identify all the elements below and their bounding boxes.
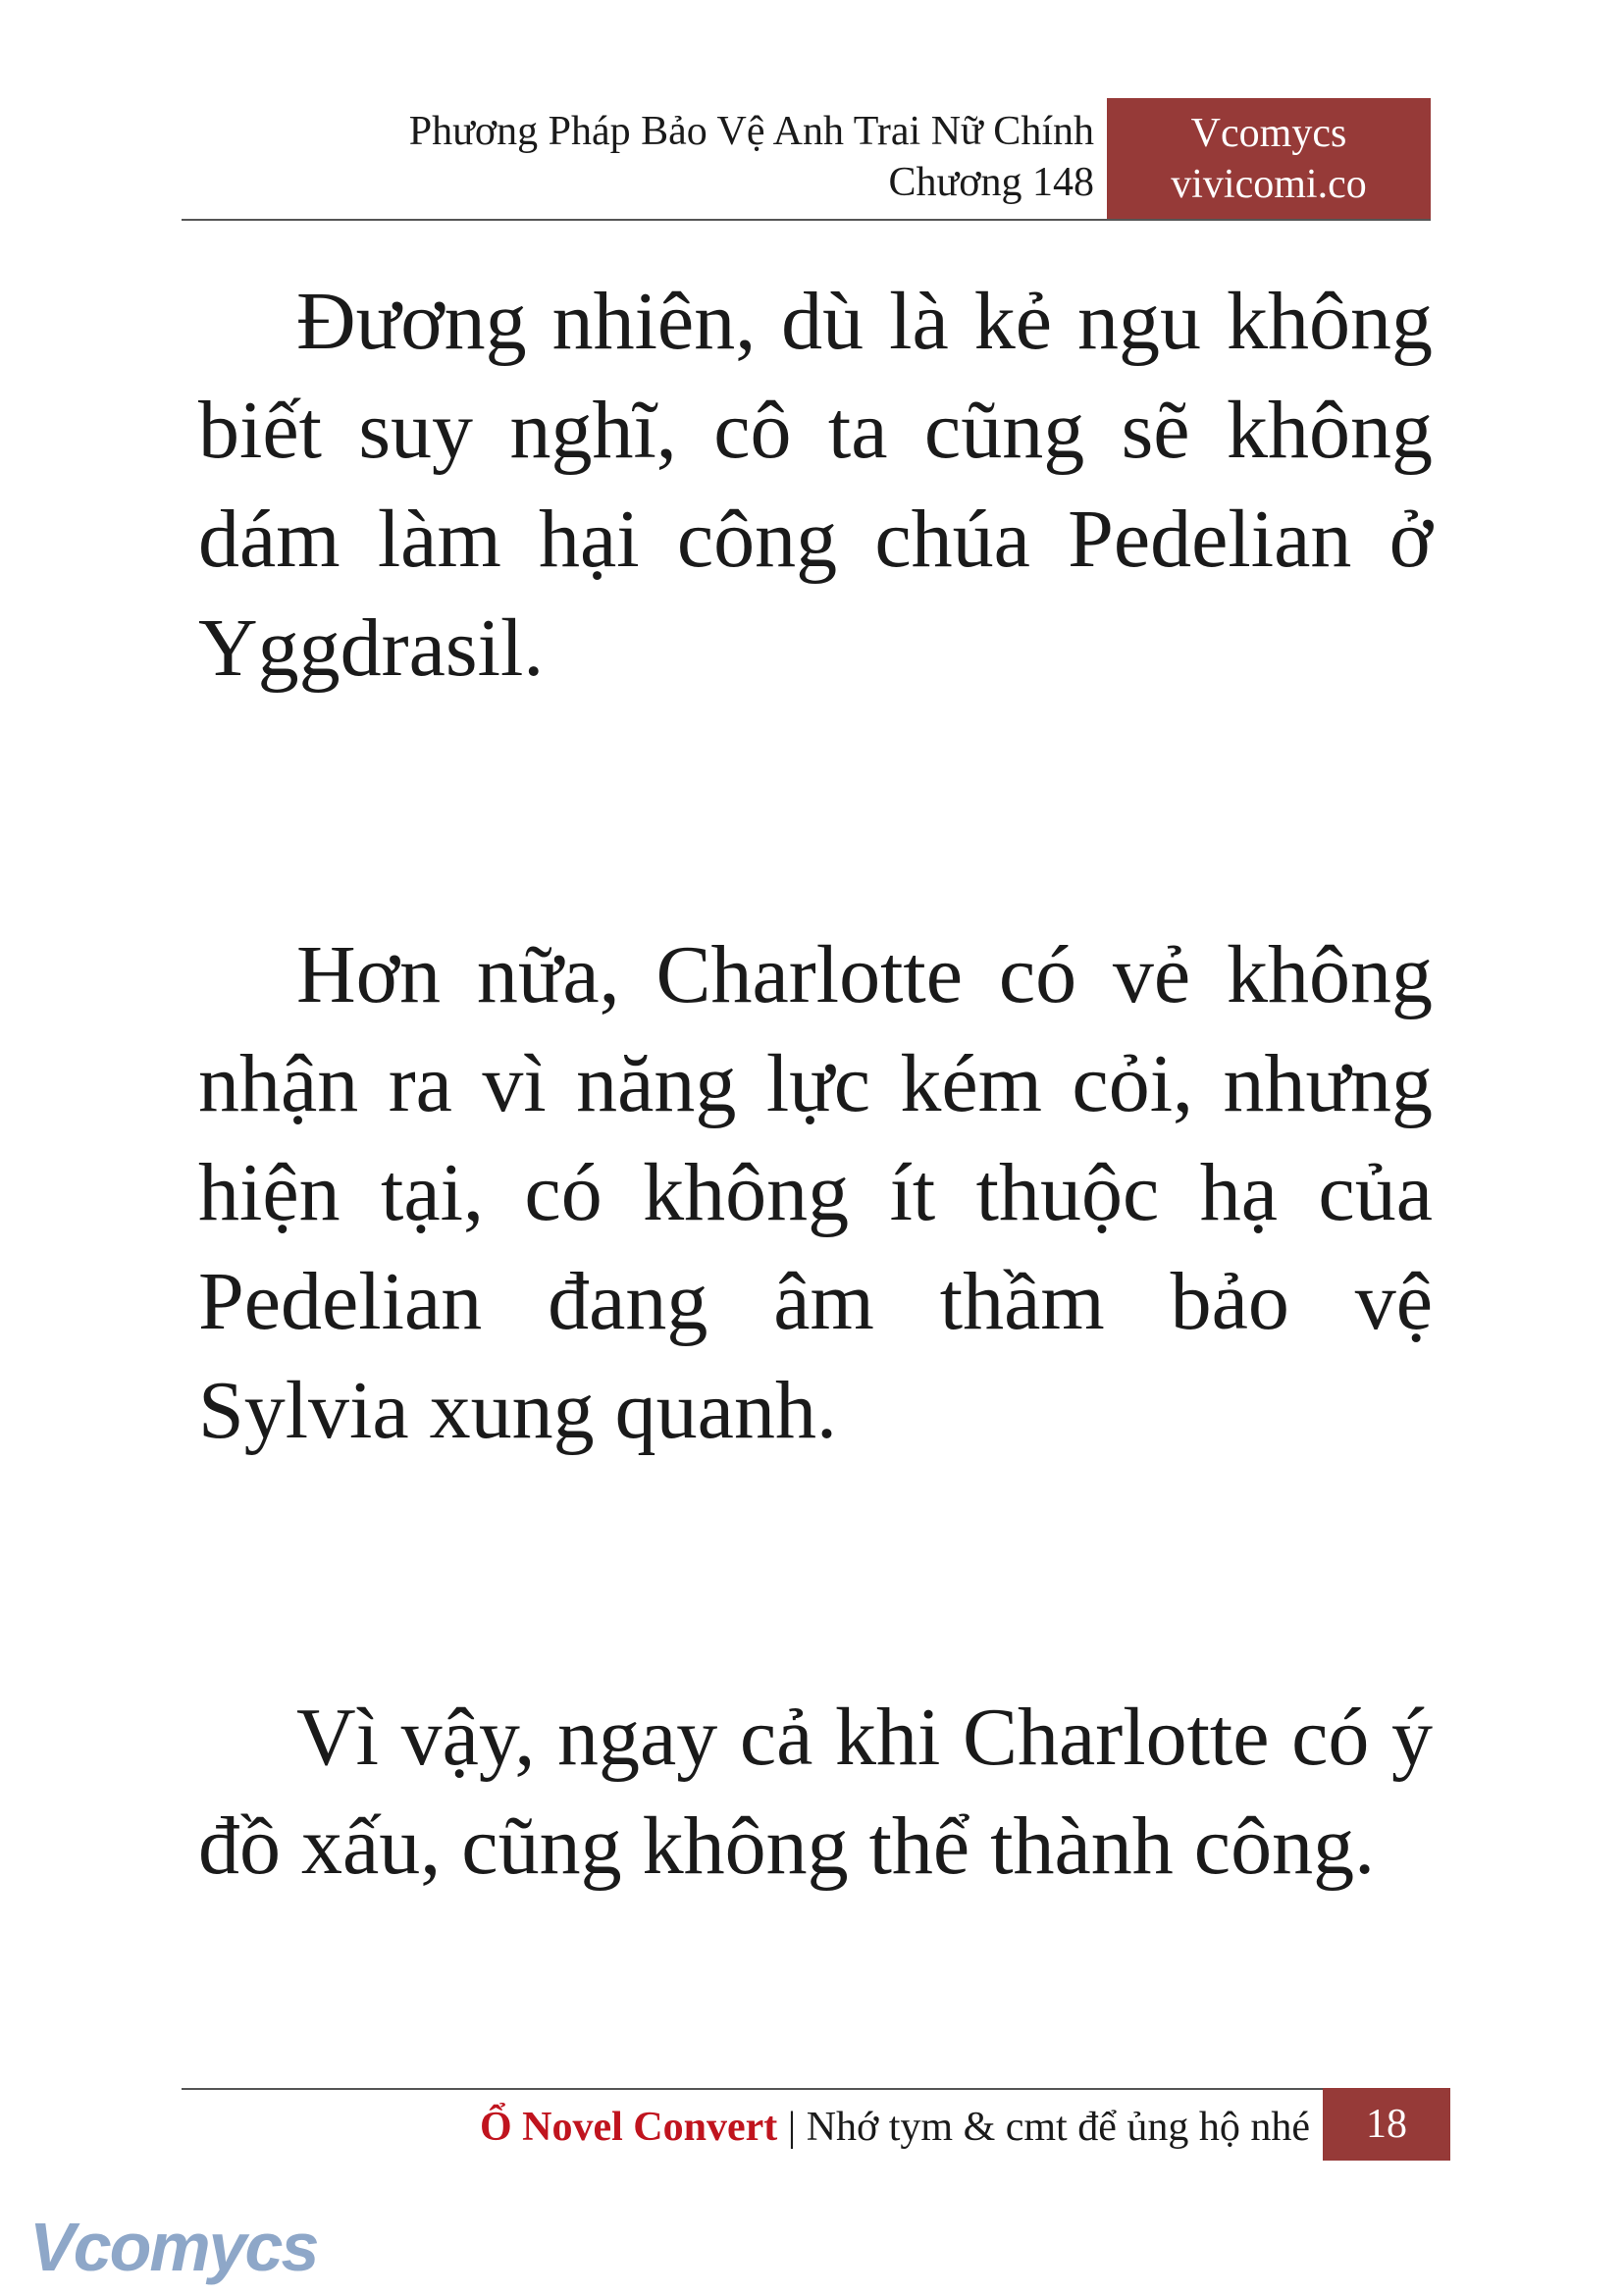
publisher-name: Vcomycs — [1190, 111, 1347, 156]
publisher-site: vivicomi.co — [1171, 162, 1367, 207]
publisher-badge — [1107, 98, 1431, 220]
paragraph: Đương nhiên, dù là kẻ ngu không biết suy nghĩ, cô ta cũng sẽ không dám làm hại công chúa Pedelian ở Yggdrasil. — [198, 276, 1433, 694]
footer-separator: | — [787, 2105, 797, 2150]
page-number: 18 — [1323, 2088, 1450, 2161]
header-divider — [182, 219, 1431, 221]
chapter-label: Chương 148 — [888, 160, 1094, 205]
footer-brand: Ổ Novel Convert — [479, 2105, 778, 2150]
book-title: Phương Pháp Bảo Vệ Anh Trai Nữ Chính — [408, 109, 1094, 154]
paragraph: Hơn nữa, Charlotte có vẻ không nhận ra vì năng lực kém cỏi, nhưng hiện tại, có không ít thuộc hạ của Pedelian đang âm thầm bảo vệ Sylvia xung quanh. — [198, 929, 1433, 1456]
running-footer — [182, 2100, 1310, 2155]
footer-message: Nhớ tym & cmt để ủng hộ nhé — [806, 2105, 1310, 2150]
footer-divider — [182, 2088, 1450, 2090]
watermark-logo: Vcomycs — [29, 2209, 318, 2285]
running-header — [182, 106, 1094, 208]
page-body — [198, 267, 1433, 2118]
paragraph: Vì vậy, ngay cả khi Charlotte có ý đồ xấu, cũng không thể thành công. — [198, 1692, 1433, 1892]
